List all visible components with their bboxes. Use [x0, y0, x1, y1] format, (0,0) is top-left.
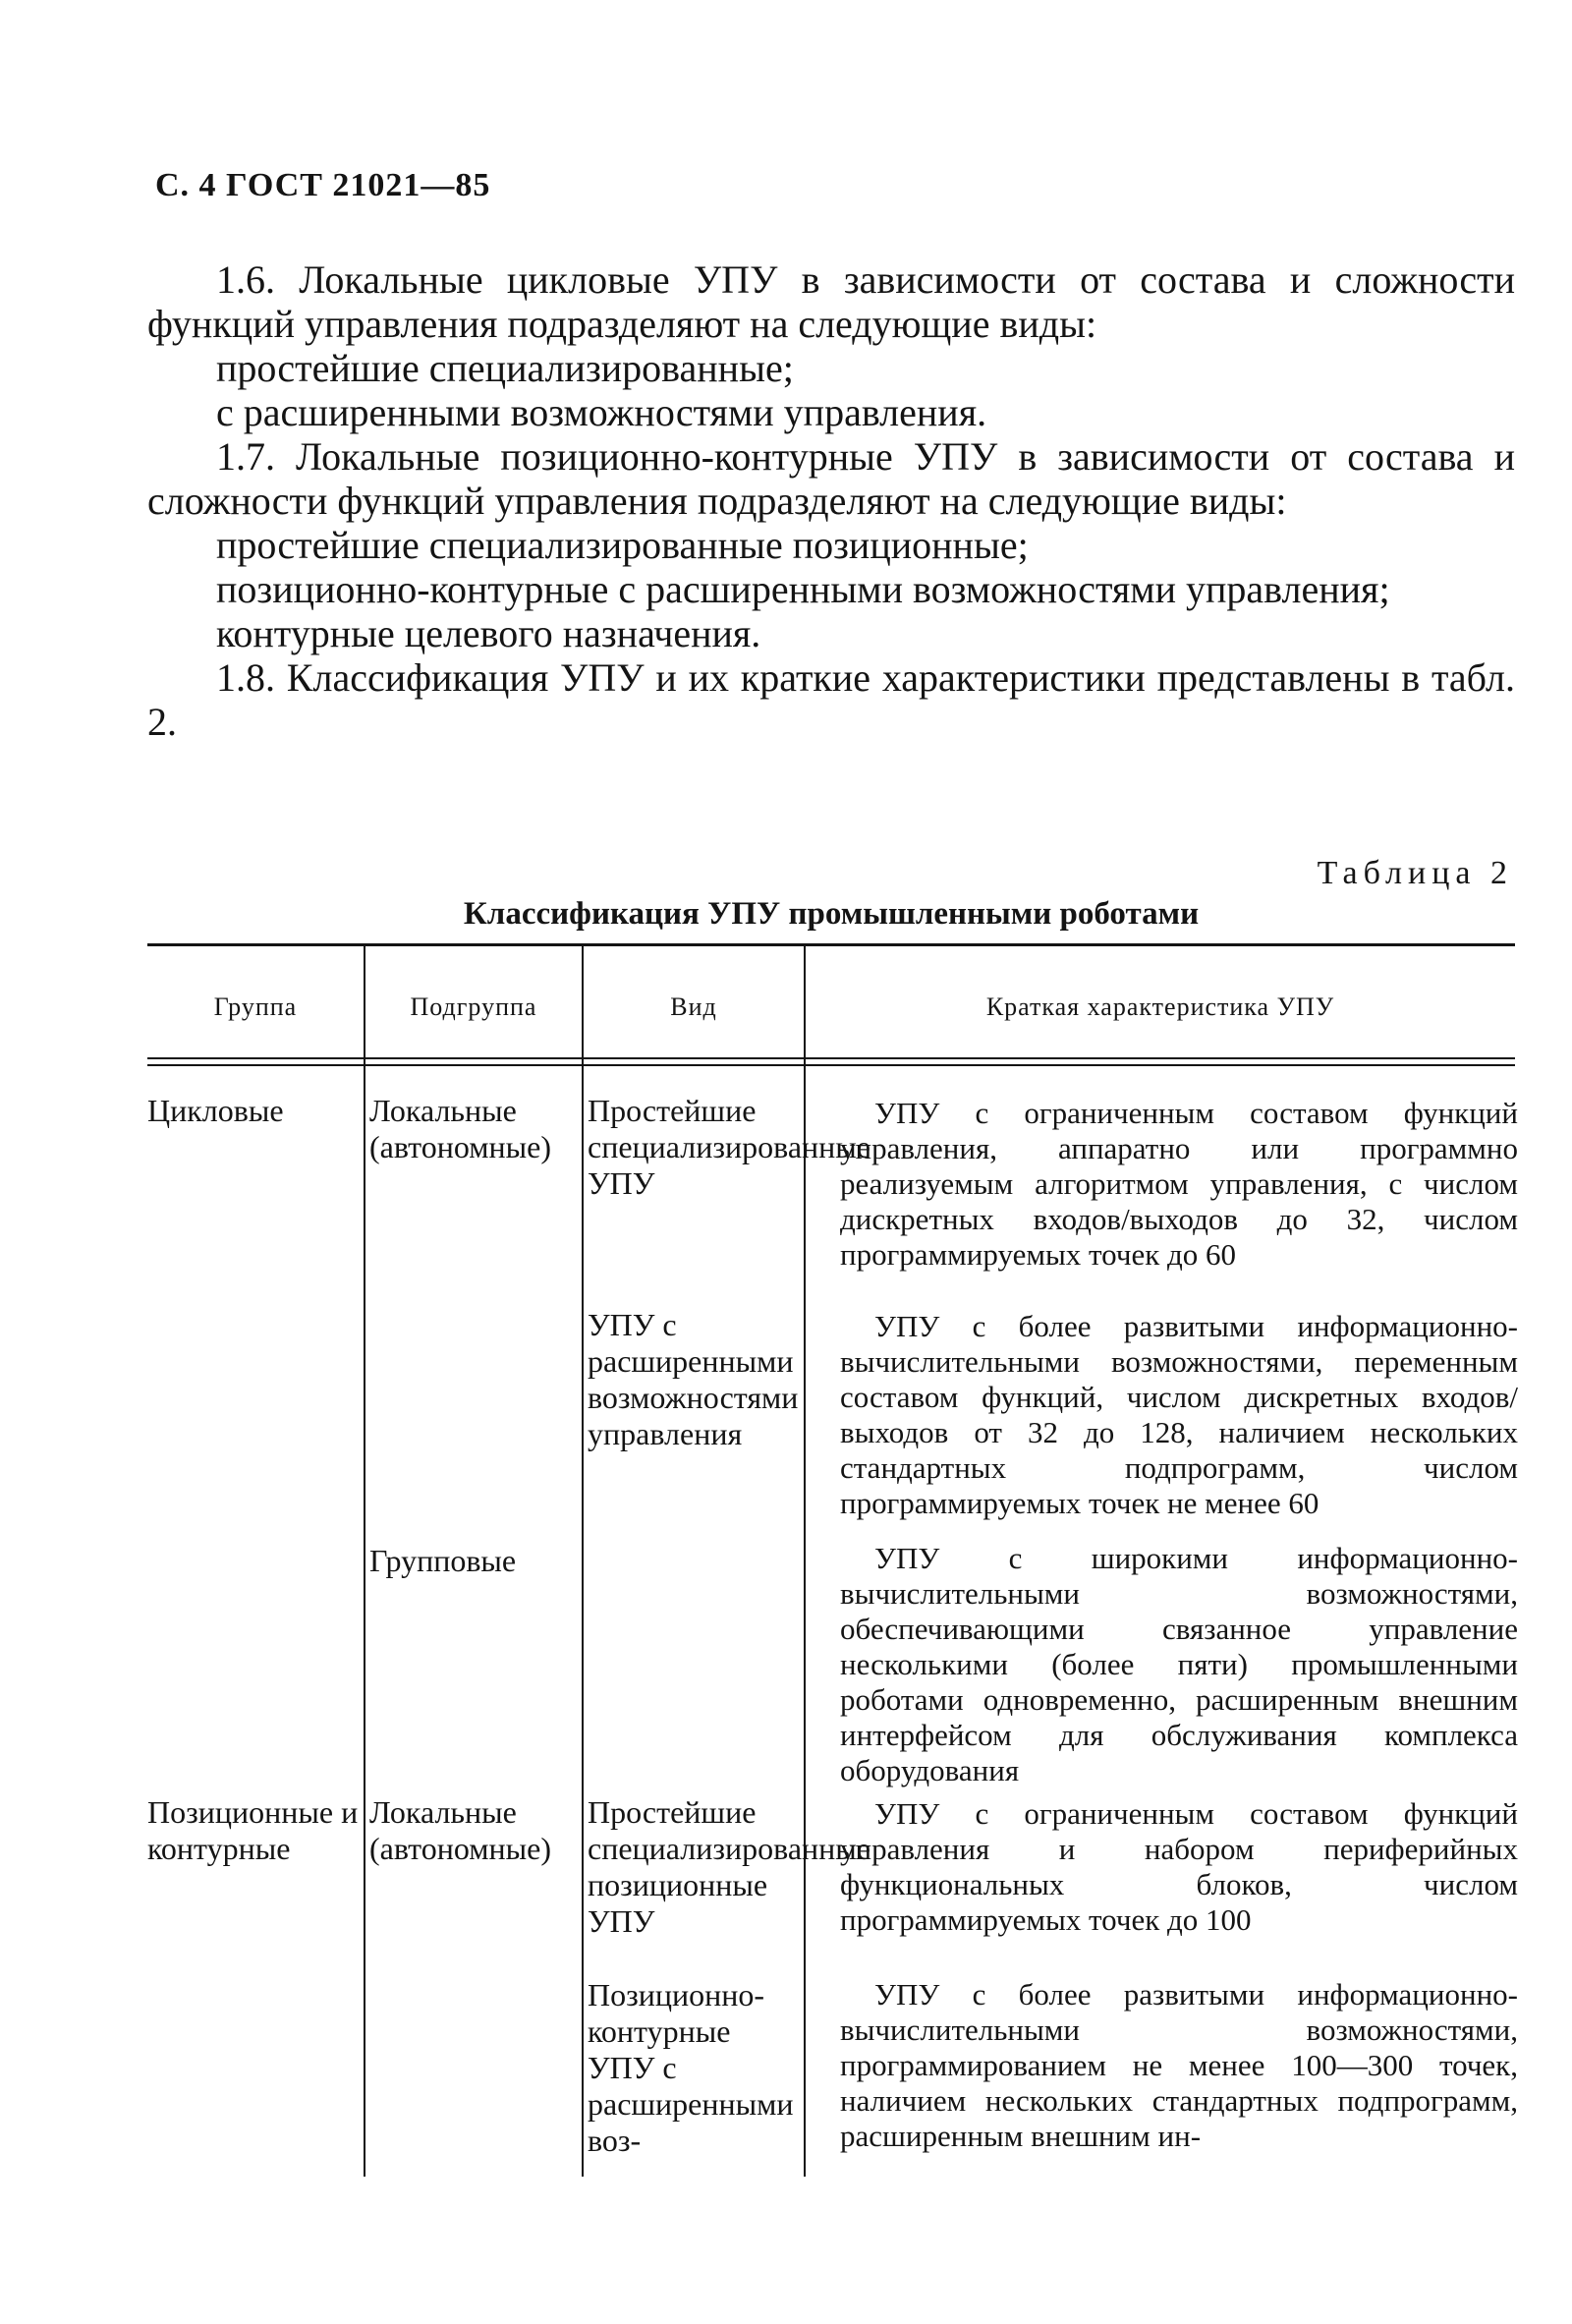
cell-description: УПУ с широкими информационно-вычислительными возможностями, обеспечивающими связанное управление несколькими (более пяти) промышленными роботами одновременно, расширенным внешним интерфейсом для обслуживания комплекса оборудования: [840, 1541, 1518, 1787]
cell-subgroup-local: Локальные (автономные): [369, 1093, 551, 1164]
paragraph-1-8: 1.8. Классификация УПУ и их краткие характеристики представлены в табл. 2.: [147, 655, 1515, 744]
paragraph-1-6: 1.6. Локальные цикловые УПУ в зависимости от состава и сложности функций управления подразделяют на следующие виды:: [147, 257, 1515, 346]
page-header: С. 4 ГОСТ 21021—85: [155, 167, 491, 203]
cell-kind-positional-contour: Позиционно-контурные УПУ с расширенными воз-: [588, 1977, 794, 2158]
cell-description: УПУ с ограниченным составом функций управления и набором периферийных функциональных блоков, числом программируемых точек до 100: [840, 1796, 1518, 1937]
cell-group-positional: Позиционные и контурные: [147, 1794, 359, 1866]
cell-kind-simple: Простейшие специализированные УПУ: [588, 1093, 870, 1201]
column-header-subgroup: Подгруппа: [410, 992, 537, 1021]
cell-kind-extended: УПУ с расширенными возможностями управления: [588, 1307, 799, 1451]
cell-group-cyclic: Цикловые: [147, 1093, 284, 1128]
list-item: простейшие специализированные;: [216, 346, 794, 390]
column-header-description: Краткая характеристика УПУ: [985, 992, 1335, 1021]
list-item: позиционно-контурные с расширенными возможностями управления;: [216, 567, 1390, 611]
cell-description: УПУ с ограниченным составом функций управления, аппаратно или программно реализуемым алгоритмом управления, с числом дискретных входов/выходов до 32, числом программируемых точек до 60: [840, 1096, 1518, 1272]
cell-description: УПУ с более развитыми информационно-вычислительными возможностями, переменным составом функций, числом дискретных входов/выходов от 32 до 128, наличием нескольких стандартных подпрограмм, числом программируемых точек не менее 60: [840, 1309, 1518, 1520]
table-title: Классификация УПУ промышленными роботами: [463, 896, 1200, 932]
paragraph-1-7: 1.7. Локальные позиционно-контурные УПУ в зависимости от состава и сложности функций управления подразделяют на следующие виды:: [147, 434, 1515, 523]
cell-description: УПУ с более развитыми информационно-вычислительными возможностями, программированием не менее 100—300 точек, наличием нескольких стандартных подпрограмм, расширенным внешним ин-: [840, 1977, 1518, 2153]
list-item: контурные целевого назначения.: [216, 611, 761, 655]
list-item: с расширенными возможностями управления.: [216, 390, 987, 434]
column-header-group: Группа: [213, 992, 298, 1021]
cell-subgroup-local: Локальные (автономные): [369, 1794, 551, 1866]
table-header-rule: [147, 1057, 1515, 1066]
cell-subgroup-group: Групповые: [369, 1543, 517, 1578]
table-label: Таблица 2: [1317, 855, 1513, 891]
list-item: простейшие специализированные позиционные;: [216, 523, 1029, 567]
table-top-rule: [147, 943, 1515, 946]
column-divider: [364, 943, 365, 2177]
cell-kind-simple-positional: Простейшие специализированные позиционные УПУ: [588, 1794, 870, 1939]
column-divider: [582, 943, 584, 2177]
body-text: [147, 257, 1515, 744]
column-header-kind: Вид: [670, 992, 717, 1021]
